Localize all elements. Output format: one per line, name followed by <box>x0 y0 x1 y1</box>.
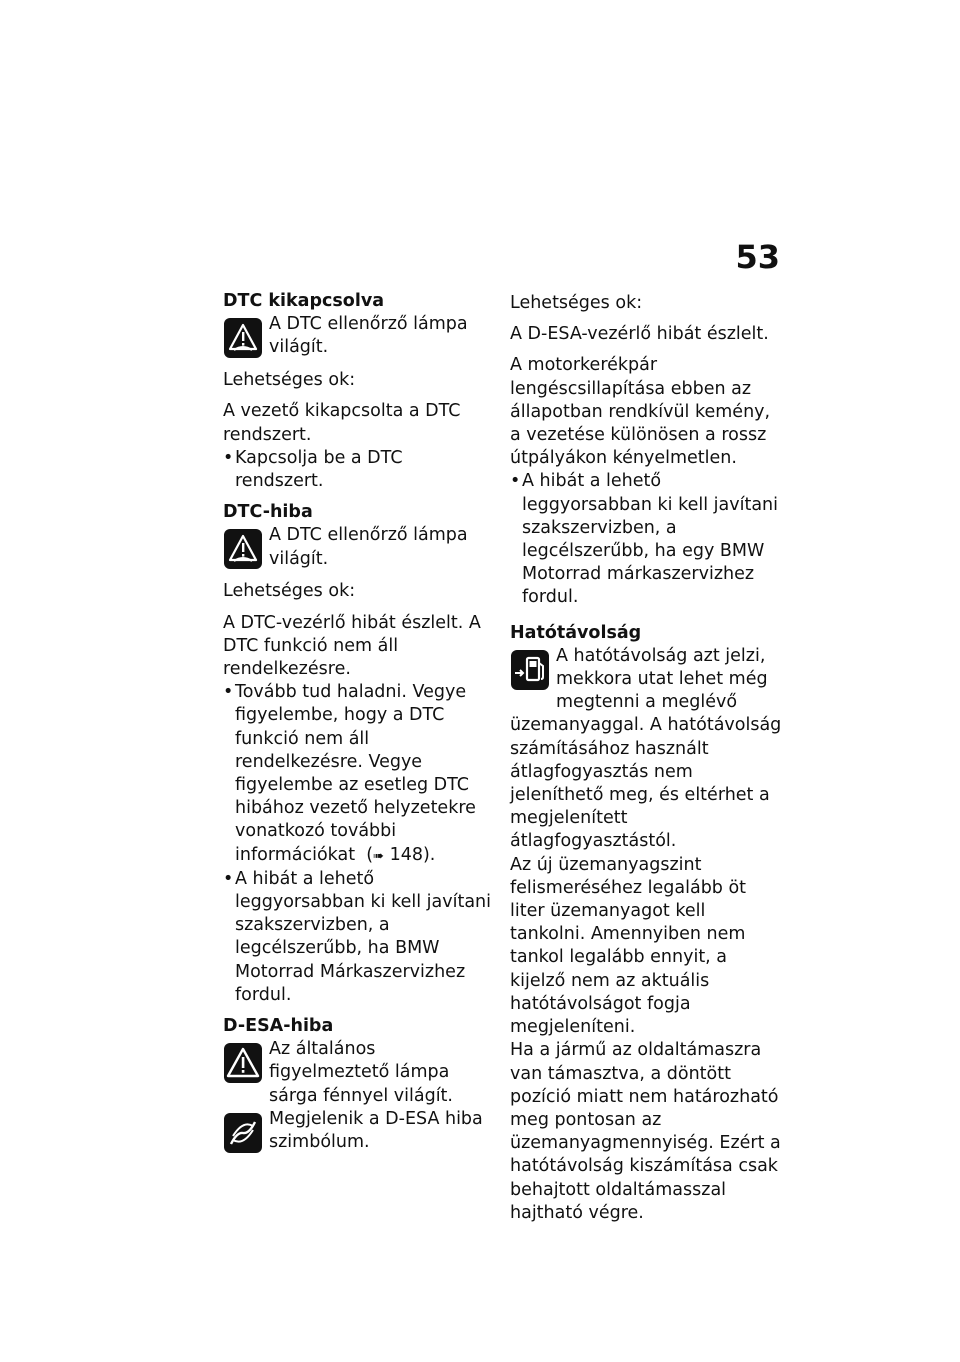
possible-cause-text: A vezető kikapcsolta a DTC rendszert. <box>223 401 461 445</box>
page-reference[interactable]: (➠ 148). <box>366 844 436 865</box>
arrow-right-icon: ➠ <box>373 848 384 864</box>
heading-range: Hatótávolság <box>510 622 642 643</box>
heading-desa-error: D-ESA-hiba <box>223 1016 334 1037</box>
general-lamp-block <box>223 1038 495 1108</box>
list-item: • Kapcsolja be a DTC rendszert. <box>223 447 403 492</box>
effect-text: A motorkerékpár lengéscsillapítása ebben az állapotban rendkívül kemény, a vezetése különösen a rossz útpályákon kényelmetlen. <box>510 355 771 469</box>
general-lamp-text: Az általános figyelmeztető lámpa sárga fénnyel világít. <box>269 1039 453 1106</box>
list-item: • Tovább tud haladni. Vegye figyelembe, hogy a DTC funkció nem áll rendelkezésre. Vegye figyelembe az esetleg DTC hibához vezető helyzetekre vonatkozó további információkat (➠ 148). <box>223 682 476 865</box>
possible-cause-label: Lehetséges ok: <box>510 293 643 313</box>
heading-dtc-off: DTC kikapcsolva <box>223 291 385 311</box>
possible-cause-text: A D-ESA-vezérlő hibát észlelt. <box>510 324 769 345</box>
dtc-warning-icon <box>223 317 263 359</box>
desa-symbol-text: Megjelenik a D-ESA hiba szimbólum. <box>269 1108 483 1153</box>
heading-dtc-error: DTC-hiba <box>223 502 313 523</box>
possible-cause-text: A DTC-vezérlő hibát észlelt. A DTC funkció nem áll rendelkezésre. <box>223 612 481 680</box>
range-paragraph: Ha a jármű az oldaltámaszra van támasztva, a döntött pozíció miatt nem határozható meg pontosan az üzemanyagmennyiség. Ezért a hatótávolság kiszámítása csak behajtott oldaltámasszal hajtható végre. <box>510 1040 781 1223</box>
list-item: • A hibát a lehető leggyorsabban ki kell javítani szakszervizben, a legcélszerűbb, ha BMW Motorrad Márkaszervizhez fordul. <box>223 868 492 1005</box>
range-description: A hatótávolság azt jelzi, mekkora utat lehet még megtenni a meglévő üzemanyaggal. A hatótávolság számításához használt átlagfogyasztás nem jeleníthető meg, és eltérhet a megjelenített átlagfogyasztástól. <box>510 645 782 852</box>
dtc-warning-icon <box>223 528 263 570</box>
fuel-range-icon <box>510 649 550 691</box>
list-item: • A hibát a lehető leggyorsabban ki kell javítani szakszervizben, a legcélszerűbb, ha egy BMW Motorrad márkaszervizhez fordul. <box>510 471 779 608</box>
range-paragraph: Az új üzemanyagszint felismeréséhez legalább öt liter üzemanyagot kell tankolni. Amennyiben nem tankol legalább ennyit, a kijelző nem az aktuális hatótávolságot fogja megjeleníteni. <box>510 854 747 1038</box>
right-column <box>510 288 782 1225</box>
left-column <box>223 288 495 1156</box>
desa-symbol-block <box>223 1108 495 1156</box>
range-block <box>510 645 782 854</box>
dtc-off-lamp-text: A DTC ellenőrző lámpa világít. <box>269 314 468 358</box>
dtc-error-lamp-text: A DTC ellenőrző lámpa világít. <box>269 525 468 569</box>
general-warning-icon <box>223 1042 263 1084</box>
desa-fault-icon <box>223 1112 263 1154</box>
dtc-error-lamp-block <box>223 524 495 572</box>
possible-cause-label: Lehetséges ok: <box>223 581 356 602</box>
page-number: 53 <box>735 238 780 276</box>
dtc-off-lamp-block <box>223 313 495 361</box>
possible-cause-label: Lehetséges ok: <box>223 370 356 391</box>
